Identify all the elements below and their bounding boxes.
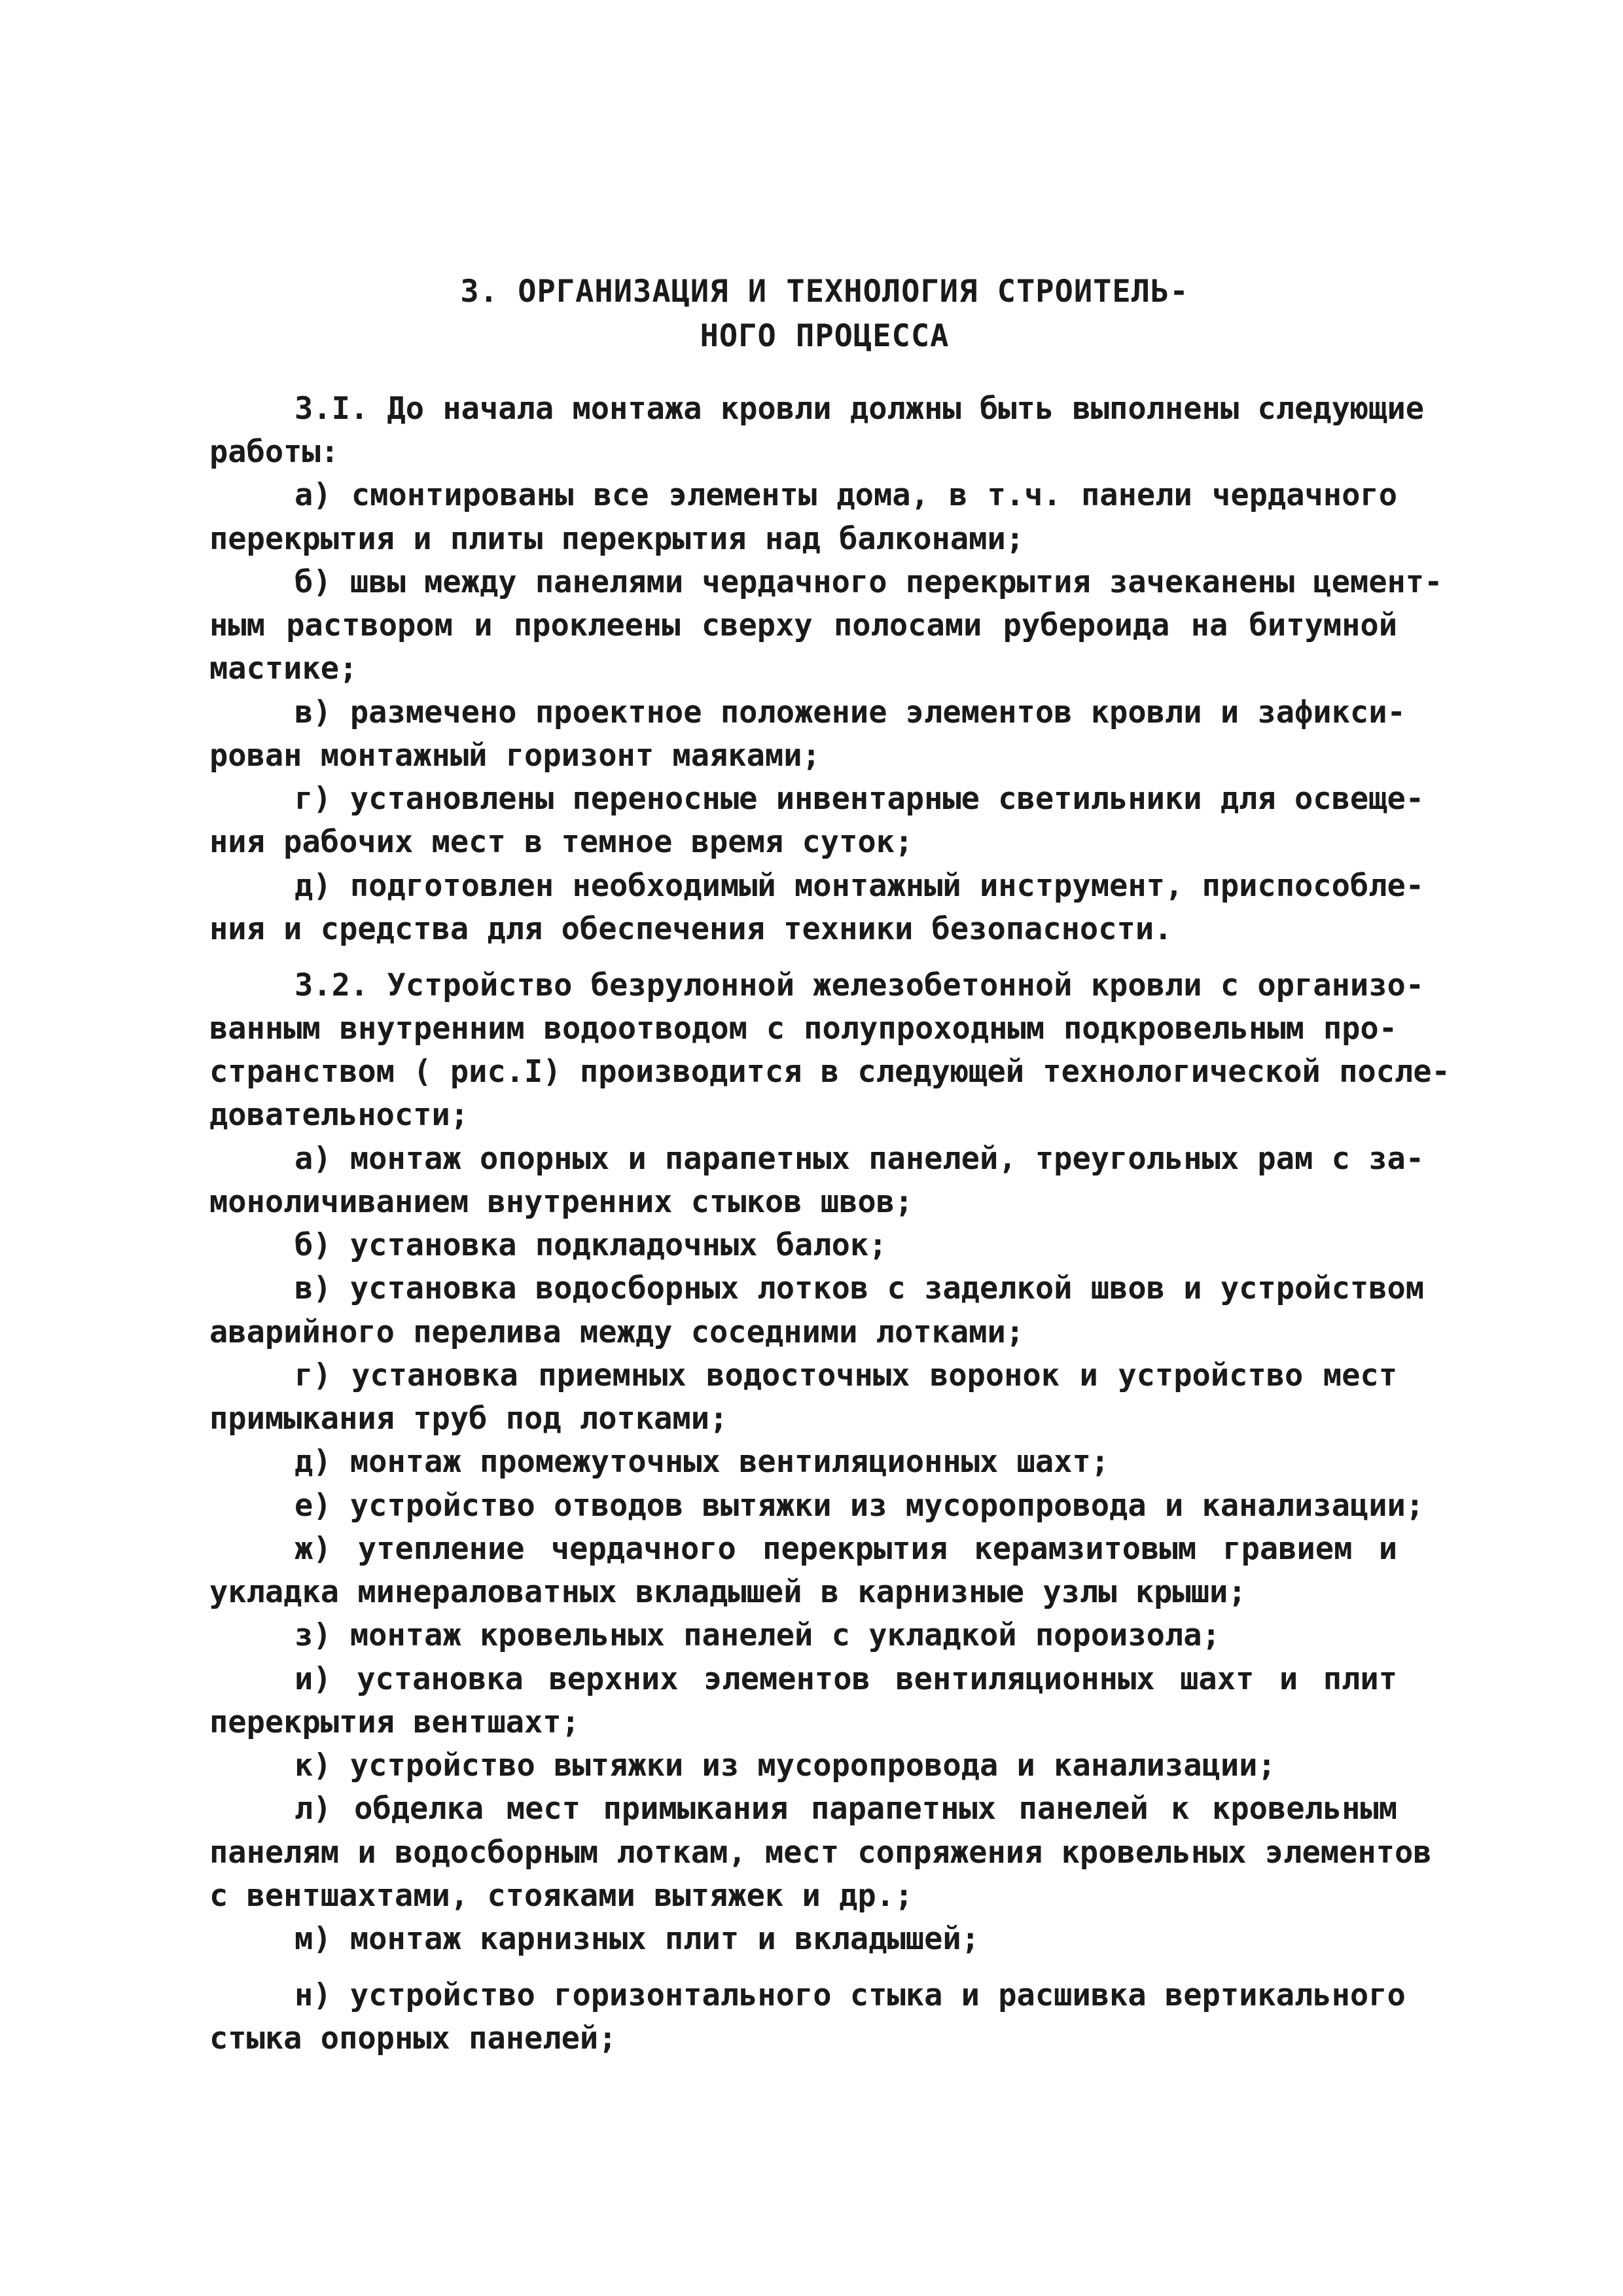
- body-line: ния рабочих мест в темное время суток;: [209, 824, 914, 860]
- body-line: мастике;: [209, 651, 358, 687]
- body-line: в) размечено проектное положение элементов кровли и зафикси-: [294, 694, 1406, 730]
- body-line: работы:: [209, 434, 340, 470]
- body-line: аварийного перелива между соседними лотками;: [209, 1314, 1025, 1350]
- body-line: в) установка водосборных лотков с заделкой швов и устройством: [294, 1270, 1425, 1306]
- body-line: перекрытия вентшахт;: [209, 1704, 580, 1740]
- section-heading: [209, 270, 1440, 359]
- body-line: довательности;: [209, 1097, 469, 1133]
- body-line: и) установка верхних элементов вентиляционных шахт и плит: [294, 1661, 1397, 1697]
- body-line: а) монтаж опорных и парапетных панелей, треугольных рам с за-: [294, 1141, 1425, 1177]
- body-line: 3.2. Устройство безрулонной железобетонной кровли с организо-: [294, 967, 1425, 1003]
- body-line: стыка опорных панелей;: [209, 2020, 617, 2056]
- body-line: ным раствором и проклеены сверху полосами рубероида на битумной: [209, 607, 1397, 643]
- body-line: м) монтаж карнизных плит и вкладышей;: [294, 1921, 980, 1957]
- body-line: панелям и водосборным лоткам, мест сопряжения кровельных элементов: [209, 1835, 1432, 1871]
- body-line: 3.I. До начала монтажа кровли должны быть выполнены следующие: [294, 391, 1425, 427]
- body-line: рован монтажный горизонт маяками;: [209, 738, 821, 774]
- body-line: странством ( рис.I) производится в следующей технологической после-: [209, 1054, 1450, 1090]
- body-line: с вентшахтами, стояками вытяжек и др.;: [209, 1878, 914, 1914]
- body-line: ванным внутренним водоотводом с полупроходным подкровельным про-: [209, 1011, 1397, 1047]
- body-line: ния и средства для обеспечения техники безопасности.: [209, 911, 1173, 947]
- body-line: л) обделка мест примыкания парапетных панелей к кровельным: [294, 1791, 1397, 1827]
- section-heading-line-1: 3. ОРГАНИЗАЦИЯ И ТЕХНОЛОГИЯ СТРОИТЕЛЬ-: [460, 274, 1189, 310]
- body-line: д) подготовлен необходимый монтажный инструмент, приспособле-: [294, 868, 1425, 904]
- body-line: б) швы между панелями чердачного перекрытия зачеканены цемент-: [294, 564, 1443, 600]
- body-line: примыкания труб под лотками;: [209, 1401, 728, 1437]
- body-line: укладка минераловатных вкладышей в карнизные узлы крыши;: [209, 1574, 1247, 1610]
- body-line: г) установка приемных водосточных воронок и устройство мест: [294, 1357, 1397, 1393]
- section-heading-line-2: НОГО ПРОЦЕССА: [700, 318, 950, 354]
- body-line: к) устройство вытяжки из мусоропровода и канализации;: [294, 1748, 1276, 1784]
- body-line: д) монтаж промежуточных вентиляционных шахт;: [294, 1444, 1110, 1480]
- body-line: н) устройство горизонтального стыка и расшивка вертикального: [294, 1977, 1406, 2013]
- body-line: моноличиванием внутренних стыков швов;: [209, 1184, 914, 1220]
- body-line: б) установка подкладочных балок;: [294, 1227, 887, 1263]
- body-line: ж) утепление чердачного перекрытия керамзитовым гравием и: [294, 1531, 1397, 1567]
- body-line: е) устройство отводов вытяжки из мусоропровода и канализации;: [294, 1488, 1425, 1524]
- body-line: а) смонтированы все элементы дома, в т.ч. панели чердачного: [294, 477, 1397, 513]
- body-line: перекрытия и плиты перекрытия над балконами;: [209, 521, 1025, 557]
- body-line: г) установлены переносные инвентарные светильники для освеще-: [294, 781, 1425, 817]
- body-line: з) монтаж кровельных панелей с укладкой пороизола;: [294, 1617, 1221, 1653]
